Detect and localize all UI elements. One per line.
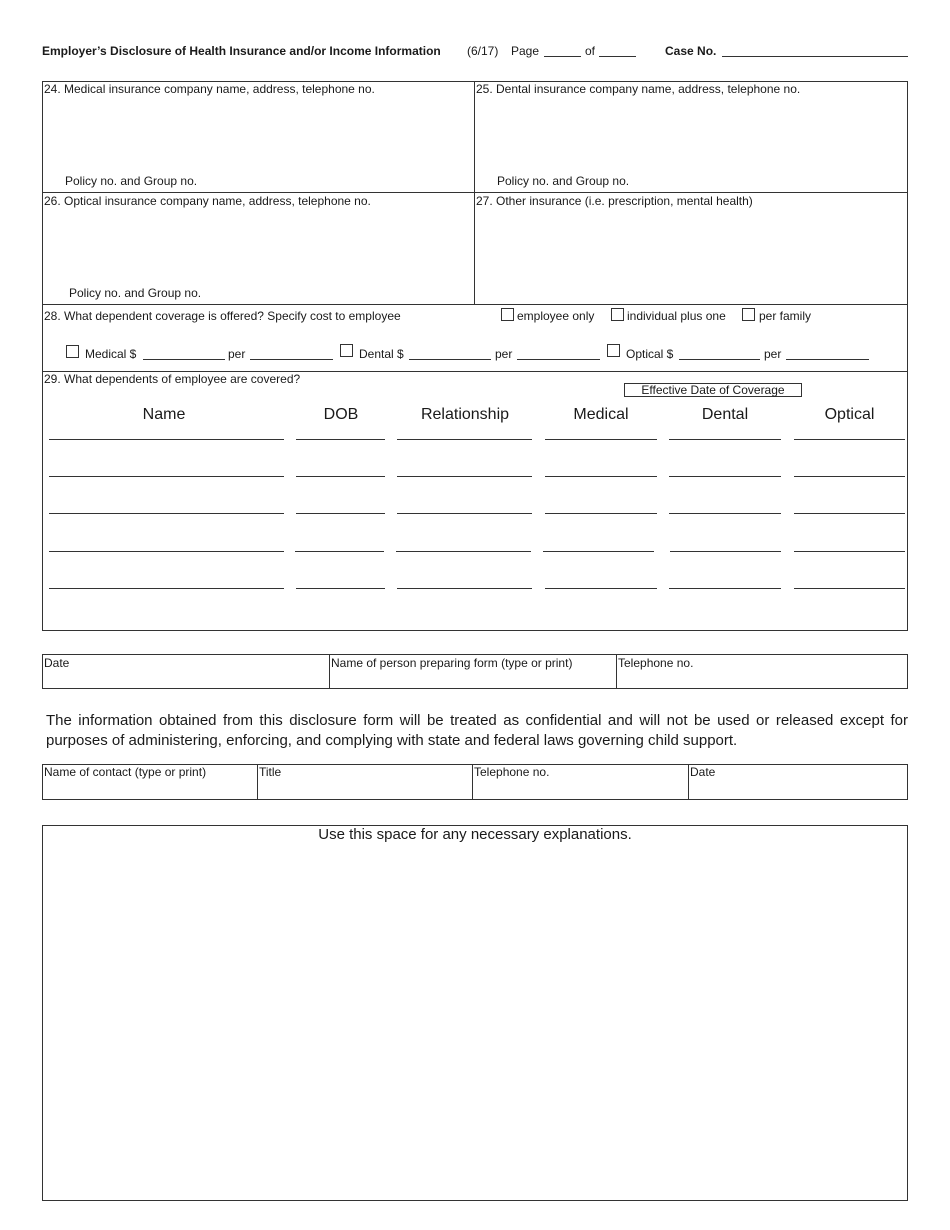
section-24-label: 24. Medical insurance company name, address, telephone no. bbox=[44, 82, 375, 96]
column-optical: Optical bbox=[824, 406, 875, 423]
section-28 bbox=[43, 305, 907, 371]
optical-cost-label: Optical $ bbox=[626, 347, 674, 361]
section-26[interactable] bbox=[43, 193, 473, 303]
case-label: Case No. bbox=[665, 44, 717, 58]
dependent-name-field[interactable] bbox=[49, 476, 284, 477]
optical-per-field[interactable] bbox=[786, 359, 869, 360]
dependent-dental-field[interactable] bbox=[669, 439, 781, 440]
section-24[interactable] bbox=[43, 82, 473, 192]
dependent-relationship-field[interactable] bbox=[397, 476, 532, 477]
section-29 bbox=[43, 372, 907, 630]
dependent-relationship-field[interactable] bbox=[396, 551, 531, 552]
optical-cost-field[interactable] bbox=[679, 359, 760, 360]
medical-cost-checkbox[interactable] bbox=[66, 345, 79, 358]
explanations-label: Use this space for any necessary explanations. bbox=[318, 826, 632, 843]
dental-cost-field[interactable] bbox=[409, 359, 491, 360]
dependent-dental-field[interactable] bbox=[669, 476, 781, 477]
dental-per-label: per bbox=[495, 347, 513, 361]
optical-cost-checkbox[interactable] bbox=[607, 344, 620, 357]
individual-plus-one-checkbox[interactable] bbox=[611, 308, 624, 321]
preparer-phone-label: Telephone no. bbox=[618, 656, 694, 670]
dependent-medical-field[interactable] bbox=[545, 513, 657, 514]
dependent-dob-field[interactable] bbox=[296, 476, 385, 477]
column-medical: Medical bbox=[573, 406, 629, 423]
section-26-policy-label: Policy no. and Group no. bbox=[69, 286, 202, 300]
dependent-name-field[interactable] bbox=[49, 513, 284, 514]
contact-title-field[interactable] bbox=[258, 765, 471, 799]
effective-date-text: Effective Date of Coverage bbox=[641, 383, 785, 397]
dependent-dental-field[interactable] bbox=[669, 513, 781, 514]
per-family-label: per family bbox=[759, 309, 812, 323]
dependent-medical-field[interactable] bbox=[545, 476, 657, 477]
explanations-box[interactable] bbox=[42, 825, 908, 1201]
dependent-optical-field[interactable] bbox=[794, 439, 905, 440]
dependent-optical-field[interactable] bbox=[794, 588, 905, 589]
dependent-dob-field[interactable] bbox=[296, 588, 385, 589]
section-25-label: 25. Dental insurance company name, address, telephone no. bbox=[476, 82, 801, 96]
form-header bbox=[42, 42, 912, 62]
optical-per-label: per bbox=[764, 347, 782, 361]
dependent-optical-field[interactable] bbox=[794, 476, 905, 477]
dependent-dob-field[interactable] bbox=[296, 513, 385, 514]
page-number-field[interactable] bbox=[544, 56, 581, 57]
dependent-dob-field[interactable] bbox=[296, 439, 385, 440]
contact-phone-field[interactable] bbox=[473, 765, 687, 799]
preparer-date-label: Date bbox=[44, 656, 70, 670]
page-total-field[interactable] bbox=[599, 56, 636, 57]
contact-title-label: Title bbox=[259, 765, 282, 779]
case-number-field[interactable] bbox=[722, 56, 908, 57]
page-label: Page bbox=[511, 44, 540, 58]
medical-per-field[interactable] bbox=[250, 359, 333, 360]
effective-date-label bbox=[624, 383, 802, 397]
preparer-name-field[interactable] bbox=[330, 655, 615, 688]
dependent-name-field[interactable] bbox=[49, 439, 284, 440]
column-dob: DOB bbox=[323, 406, 359, 423]
medical-cost-label: Medical $ bbox=[85, 347, 137, 361]
dependent-name-field[interactable] bbox=[49, 588, 284, 589]
form-title: Employer’s Disclosure of Health Insurance and/or Income Information bbox=[42, 44, 441, 58]
contact-name-field[interactable] bbox=[43, 765, 256, 799]
section-25-policy-label: Policy no. and Group no. bbox=[497, 174, 630, 188]
section-28-label: 28. What dependent coverage is offered? Specify cost to employee bbox=[44, 309, 401, 323]
contact-name-label: Name of contact (type or print) bbox=[44, 765, 207, 779]
section-27[interactable] bbox=[475, 193, 907, 303]
column-name: Name bbox=[142, 406, 186, 423]
contact-phone-label: Telephone no. bbox=[474, 765, 550, 779]
dependent-medical-field[interactable] bbox=[543, 551, 654, 552]
section-27-label: 27. Other insurance (i.e. prescription, mental health) bbox=[476, 194, 753, 208]
dental-cost-checkbox[interactable] bbox=[340, 344, 353, 357]
dependent-medical-field[interactable] bbox=[545, 439, 657, 440]
medical-cost-field[interactable] bbox=[143, 359, 225, 360]
dental-per-field[interactable] bbox=[517, 359, 600, 360]
preparer-date-field[interactable] bbox=[43, 655, 328, 688]
section-29-label: 29. What dependents of employee are covered? bbox=[44, 372, 301, 386]
dependent-medical-field[interactable] bbox=[545, 588, 657, 589]
dependent-relationship-field[interactable] bbox=[397, 588, 532, 589]
contact-date-label: Date bbox=[690, 765, 716, 779]
dependent-dob-field[interactable] bbox=[295, 551, 384, 552]
section-24-policy-label: Policy no. and Group no. bbox=[65, 174, 198, 188]
dependent-relationship-field[interactable] bbox=[397, 513, 532, 514]
dental-cost-label: Dental $ bbox=[359, 347, 404, 361]
per-family-checkbox[interactable] bbox=[742, 308, 755, 321]
of-label: of bbox=[585, 44, 596, 58]
dependent-dental-field[interactable] bbox=[669, 588, 781, 589]
contact-date-field[interactable] bbox=[689, 765, 907, 799]
medical-per-label: per bbox=[228, 347, 246, 361]
dependent-optical-field[interactable] bbox=[794, 551, 905, 552]
preparer-phone-field[interactable] bbox=[617, 655, 907, 688]
preparer-name-label: Name of person preparing form (type or print) bbox=[331, 656, 573, 670]
individual-plus-one-label: individual plus one bbox=[627, 309, 726, 323]
employee-only-label: employee only bbox=[517, 309, 595, 323]
section-25[interactable] bbox=[475, 82, 907, 192]
column-relationship: Relationship bbox=[420, 406, 510, 423]
confidentiality-notice: The information obtained from this disclosure form will be treated as confidential and will not be used or released except for purposes of administering, enforcing, and complying with state and federal laws governing child support. bbox=[46, 712, 908, 749]
column-dental: Dental bbox=[701, 406, 749, 423]
dependent-dental-field[interactable] bbox=[670, 551, 781, 552]
section-26-label: 26. Optical insurance company name, address, telephone no. bbox=[44, 194, 371, 208]
form-version: (6/17) bbox=[467, 44, 499, 58]
dependent-optical-field[interactable] bbox=[794, 513, 905, 514]
dependent-relationship-field[interactable] bbox=[397, 439, 532, 440]
employee-only-checkbox[interactable] bbox=[501, 308, 514, 321]
dependent-name-field[interactable] bbox=[49, 551, 284, 552]
